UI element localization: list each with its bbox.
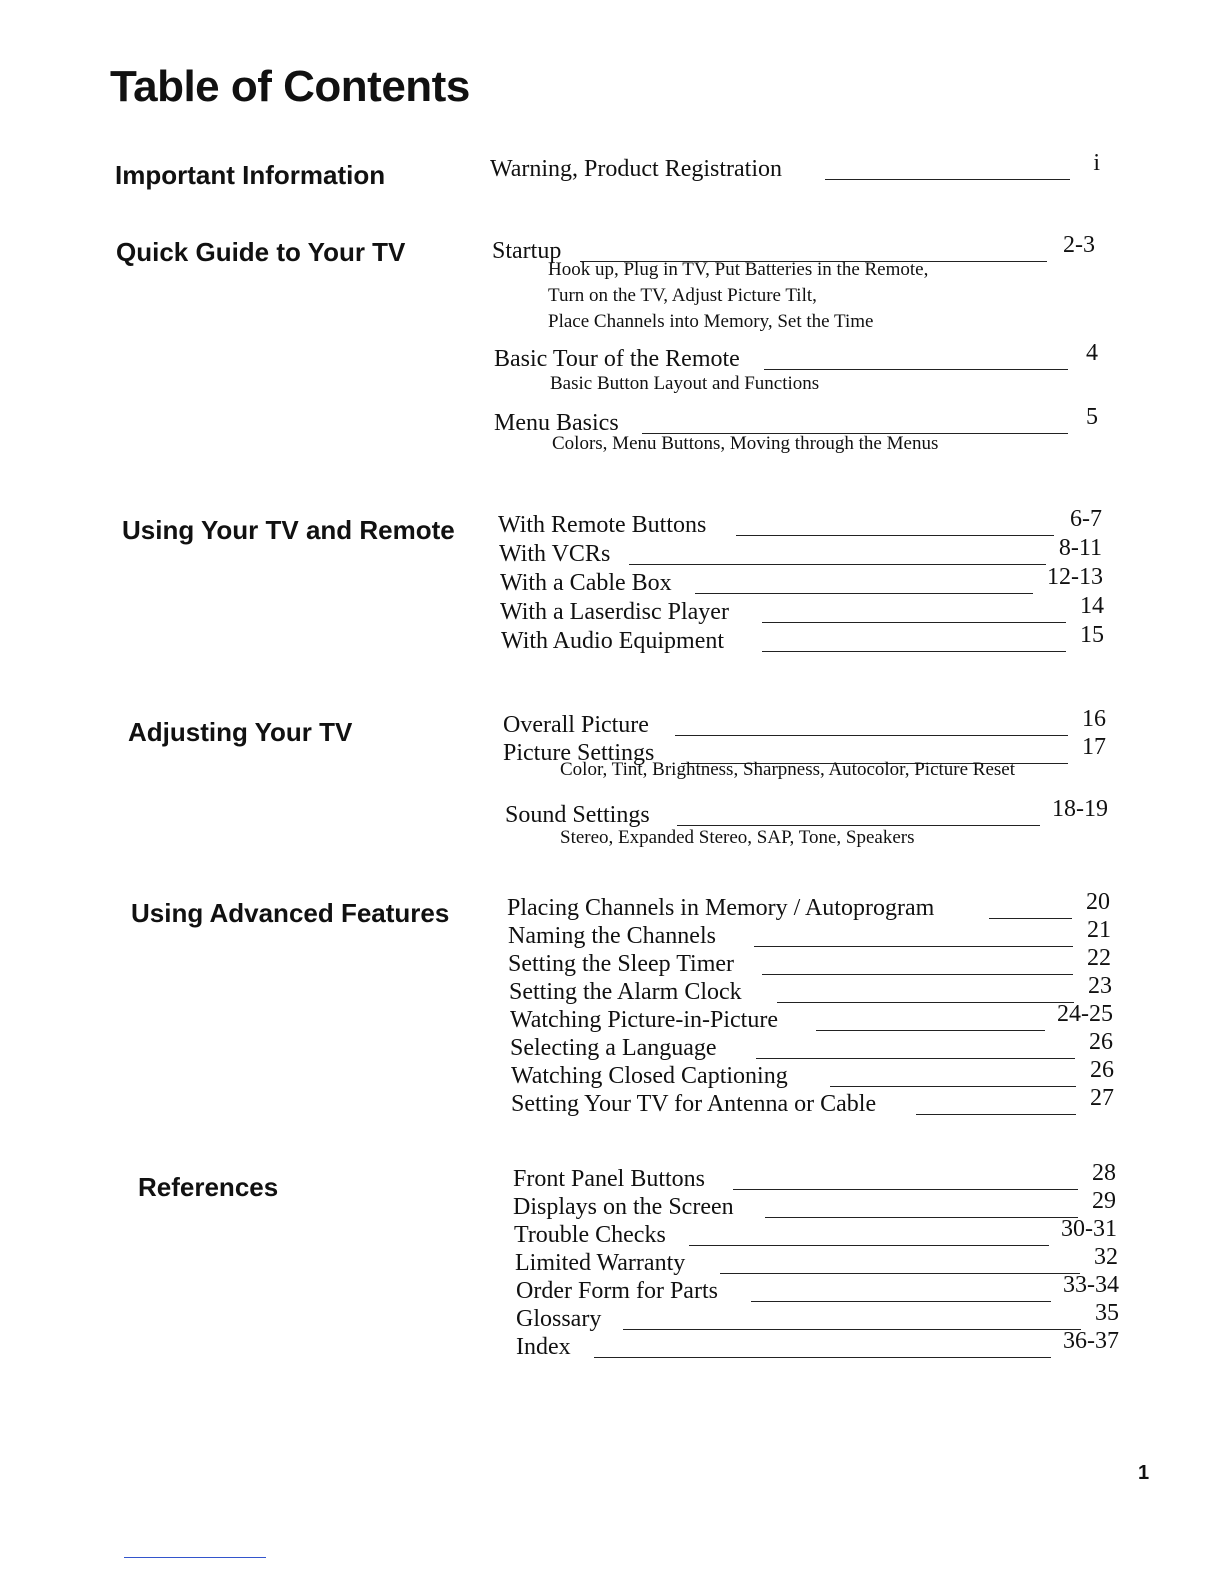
entry-page: 4 [1086, 340, 1098, 366]
entry-title: Picture Settings [503, 740, 655, 766]
page-number: 1 [1138, 1462, 1150, 1484]
entry-page: 24-25 [1057, 1001, 1113, 1027]
leader-line [989, 918, 1072, 919]
toc-entry [508, 917, 1111, 951]
entry-title: Glossary [516, 1306, 602, 1332]
entry-page: 15 [1080, 622, 1104, 648]
toc-entry [510, 1001, 1113, 1035]
leader-line [754, 946, 1073, 947]
entry-detail: Stereo, Expanded Stereo, SAP, Tone, Speakers [560, 827, 915, 848]
toc-entry [508, 945, 1111, 979]
leader-line [765, 1217, 1078, 1218]
entry-detail: Color, Tint, Brightness, Sharpness, Autocolor, Picture Reset [560, 759, 1016, 780]
toc-entry [503, 706, 1106, 740]
toc-entry [490, 150, 1100, 184]
leader-line [695, 593, 1033, 594]
entry-title: With VCRs [499, 541, 611, 567]
entry-detail: Place Channels into Memory, Set the Time [548, 311, 874, 332]
entry-title: Order Form for Parts [516, 1278, 718, 1304]
page-title: Table of Contents [110, 62, 470, 111]
leader-line [762, 622, 1066, 623]
entry-title: With a Laserdisc Player [500, 599, 729, 625]
toc-entry [500, 593, 1104, 627]
entry-page: i [1093, 150, 1100, 176]
entry-page: 8-11 [1058, 535, 1102, 561]
leader-line [825, 179, 1070, 180]
entry-title: Setting the Sleep Timer [508, 951, 735, 977]
entry-title: Menu Basics [494, 410, 619, 436]
entry-title: Placing Channels in Memory / Autoprogram [507, 895, 935, 921]
entry-page: 27 [1090, 1085, 1114, 1111]
entry-page: 2-3 [1063, 232, 1095, 258]
entry-title: Startup [492, 238, 562, 264]
entry-detail: Colors, Menu Buttons, Moving through the Menus [552, 433, 939, 454]
leader-line [623, 1329, 1081, 1330]
leader-line [764, 369, 1068, 370]
entry-page: 18-19 [1052, 796, 1108, 822]
entry-title: With Audio Equipment [501, 628, 725, 654]
entry-page: 6-7 [1070, 506, 1102, 532]
section-heading-using-tv-remote: Using Your TV and Remote [122, 515, 455, 545]
entry-page: 33-34 [1063, 1272, 1119, 1298]
entry-title: Basic Tour of the Remote [494, 346, 740, 372]
entry-title: Setting the Alarm Clock [509, 979, 742, 1005]
entry-page: 32 [1094, 1244, 1118, 1270]
toc-entry [509, 973, 1112, 1007]
toc-entry [516, 1272, 1119, 1306]
entry-page: 23 [1088, 973, 1112, 999]
entry-title: With Remote Buttons [498, 512, 707, 538]
entry-page: 17 [1082, 734, 1106, 760]
entry-page: 36-37 [1063, 1328, 1119, 1354]
section-heading-quick-guide: Quick Guide to Your TV [116, 237, 406, 267]
section-heading-important-information: Important Information [115, 160, 386, 190]
entry-title: Displays on the Screen [513, 1194, 734, 1220]
footer-rule [124, 1557, 266, 1558]
toc-entry [511, 1085, 1114, 1119]
section-heading-adjusting-tv: Adjusting Your TV [128, 717, 353, 747]
leader-line [762, 651, 1066, 652]
leader-line [720, 1273, 1080, 1274]
entry-page: 35 [1095, 1300, 1119, 1326]
entry-page: 28 [1092, 1160, 1116, 1186]
toc-entry [500, 564, 1103, 598]
entry-title: Selecting a Language [510, 1035, 717, 1061]
leader-line [777, 1002, 1074, 1003]
entry-page: 26 [1090, 1057, 1114, 1083]
toc-entry [501, 622, 1104, 656]
leader-line [675, 735, 1068, 736]
entry-page: 5 [1086, 404, 1098, 430]
entry-page: 22 [1087, 945, 1111, 971]
leader-line [751, 1301, 1051, 1302]
entry-page: 20 [1086, 889, 1110, 915]
entry-title: Trouble Checks [514, 1222, 666, 1248]
toc-entry [494, 340, 1098, 374]
leader-line [629, 564, 1046, 565]
entry-title: Watching Picture-in-Picture [510, 1007, 778, 1033]
leader-line [756, 1058, 1075, 1059]
toc-entry [513, 1160, 1116, 1194]
entry-title: Front Panel Buttons [513, 1166, 706, 1192]
entry-detail: Hook up, Plug in TV, Put Batteries in the Remote, [548, 259, 929, 280]
entry-title: With a Cable Box [500, 570, 672, 596]
entry-title: Naming the Channels [508, 923, 716, 949]
entry-title: Overall Picture [503, 712, 649, 738]
leader-line [916, 1114, 1076, 1115]
toc-entry [507, 889, 1110, 923]
leader-line [689, 1245, 1049, 1246]
toc-entry [516, 1328, 1119, 1362]
entry-detail: Basic Button Layout and Functions [550, 373, 820, 394]
entry-page: 26 [1089, 1029, 1113, 1055]
entry-title: Limited Warranty [515, 1250, 686, 1276]
entry-title: Sound Settings [505, 802, 650, 828]
entry-page: 29 [1092, 1188, 1116, 1214]
entry-page: 16 [1082, 706, 1106, 732]
entry-title: Warning, Product Registration [490, 156, 783, 182]
entry-title: Watching Closed Captioning [511, 1063, 788, 1089]
toc-entry [498, 506, 1102, 540]
leader-line [736, 535, 1054, 536]
section-heading-advanced-features: Using Advanced Features [131, 898, 450, 928]
toc-entry [513, 1188, 1116, 1222]
entry-page: 21 [1087, 917, 1111, 943]
leader-line [816, 1030, 1045, 1031]
entry-page: 12-13 [1047, 564, 1103, 590]
toc-entry [514, 1216, 1117, 1250]
toc-entry [499, 535, 1102, 569]
entry-page: 14 [1080, 593, 1104, 619]
entry-title: Index [516, 1334, 571, 1360]
leader-line [594, 1357, 1051, 1358]
toc-entry [515, 1244, 1118, 1278]
leader-line [733, 1189, 1078, 1190]
toc-entry [516, 1300, 1119, 1334]
toc-entry [510, 1029, 1113, 1063]
section-heading-references: References [138, 1172, 279, 1202]
entry-title: Setting Your TV for Antenna or Cable [511, 1091, 877, 1117]
entry-page: 30-31 [1061, 1216, 1117, 1242]
entry-detail: Turn on the TV, Adjust Picture Tilt, [548, 285, 817, 306]
leader-line [830, 1086, 1076, 1087]
leader-line [762, 974, 1073, 975]
toc-entry [511, 1057, 1114, 1091]
